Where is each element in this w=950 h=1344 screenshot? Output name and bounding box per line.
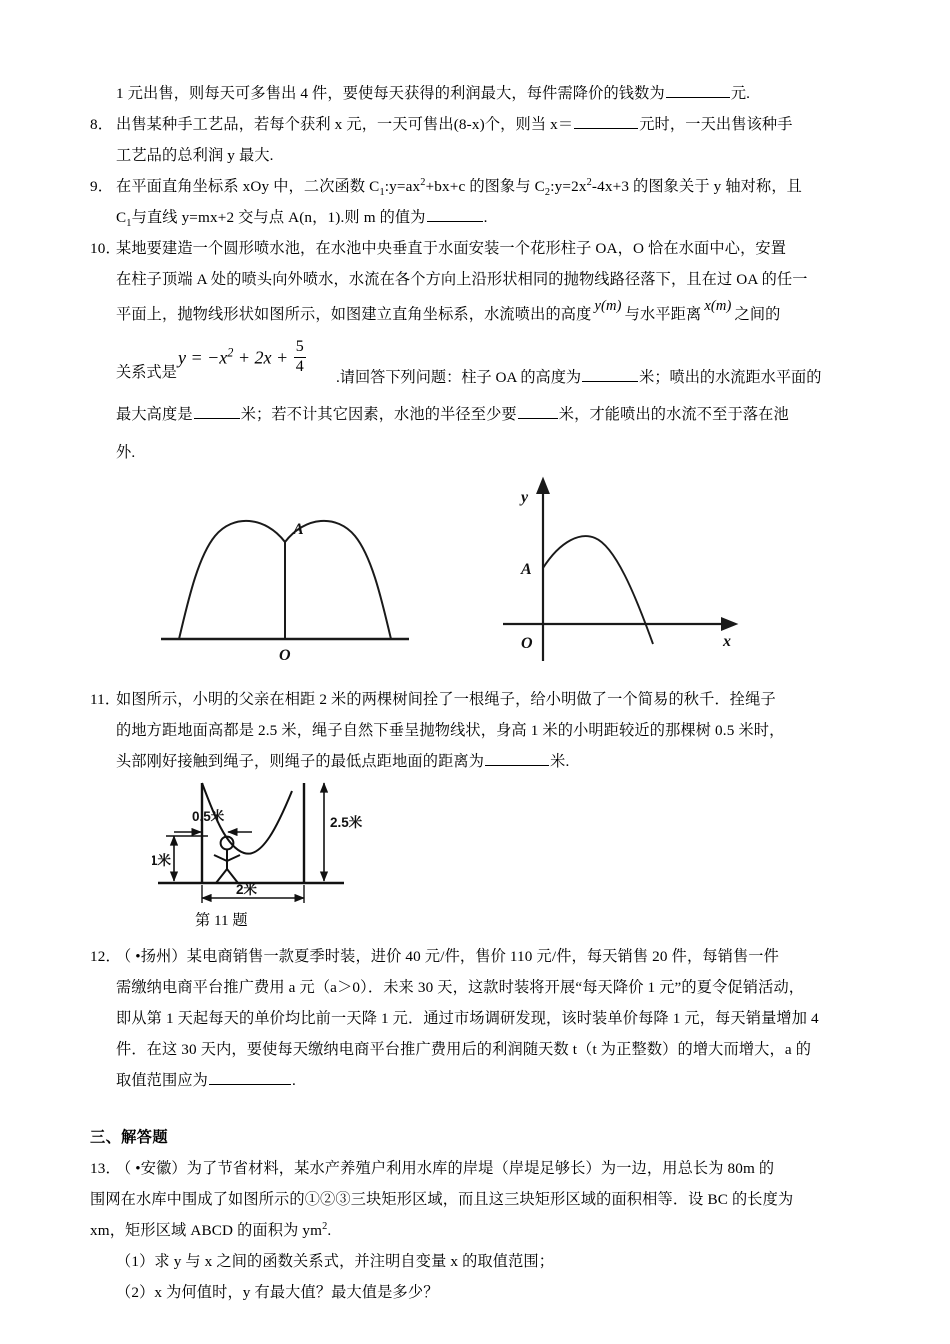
question-10-line-2 xyxy=(90,264,852,295)
q9-sup-1: 2 xyxy=(420,176,426,188)
question-10-number: 10． xyxy=(90,240,121,257)
q9-text-mid3: :y=2x xyxy=(550,178,587,195)
axes-svg xyxy=(495,476,745,676)
axes-figure xyxy=(495,476,745,681)
question-12-number: 12． xyxy=(90,948,121,965)
question-9-line-2 xyxy=(90,202,852,233)
question-13-number: 13． xyxy=(90,1160,121,1177)
question-8-number: 8． xyxy=(90,116,114,133)
answer-blank[interactable] xyxy=(194,404,240,419)
q10-line3-c: 之间的 xyxy=(734,306,781,323)
question-7-tail xyxy=(90,78,852,109)
swing-label-offset: 0.5米 xyxy=(192,809,225,824)
answer-blank[interactable] xyxy=(485,751,549,766)
question-11-number: 11． xyxy=(90,691,121,708)
q9-text-mid: :y=ax xyxy=(384,178,421,195)
child-arm-right xyxy=(227,855,240,861)
answer-blank[interactable] xyxy=(582,367,638,382)
q13-sub1-text: （1）求 y 与 x 之间的函数关系式，并注明自变量 x 的取值范围； xyxy=(116,1253,555,1270)
question-12-line-4 xyxy=(90,1034,852,1065)
question-11-line-1 xyxy=(90,684,852,715)
swing-figure xyxy=(152,781,382,916)
q13-line3-b: . xyxy=(327,1222,332,1239)
q12-line5-b: . xyxy=(292,1072,296,1089)
fraction-denominator: 4 xyxy=(295,357,304,375)
answer-blank[interactable] xyxy=(574,114,638,129)
q9-sup-2: 2 xyxy=(586,176,592,188)
fountain-figure xyxy=(155,494,415,669)
answer-blank[interactable] xyxy=(427,207,483,222)
q11-line3-a: 头部刚好接触到绳子，则绳子的最低点距地面的距离为 xyxy=(116,753,485,770)
question-13-line-2 xyxy=(90,1184,852,1215)
q13-line3-a: xm，矩形区域 ABCD 的面积为 ym xyxy=(90,1222,323,1239)
q10-line5-b: 米；若不计其它因素，水池的半径至少要 xyxy=(240,406,517,423)
q10-line5-c: 米，才能喷出的水流不至于落在池 xyxy=(558,406,789,423)
question-12-line-2 xyxy=(90,972,852,1003)
swing-label-right-height: 2.5米 xyxy=(330,815,363,830)
question-10-line-1 xyxy=(90,233,852,264)
q8-text-b: 元时，一天出售该种手 xyxy=(639,116,793,133)
question-8-line-2 xyxy=(90,140,852,171)
left-jet-parabola xyxy=(179,521,285,639)
question-9-line-1 xyxy=(90,171,852,202)
quadratic-formula xyxy=(178,339,307,376)
q13-line1-text: （ •安徽）为了节省材料，某水产养殖户利用水库的岸堤（岸堤足够长）为一边，用总长为 80m 的 xyxy=(116,1160,775,1177)
question-12-line-3 xyxy=(90,1003,852,1034)
q9-line2-pre: C xyxy=(116,209,127,226)
question-10-figures xyxy=(90,476,852,684)
q11-line3-b: 米. xyxy=(550,753,570,770)
q9-text-pre: 在平面直角坐标系 xOy 中，二次函数 C xyxy=(116,178,380,195)
question-10-line-3 xyxy=(90,295,852,335)
q9-sub-1: 1 xyxy=(379,187,385,199)
swing-label-left-height: 1米 xyxy=(152,853,172,868)
question-12-line-5 xyxy=(90,1065,852,1096)
answer-blank[interactable] xyxy=(209,1070,291,1085)
parabola-curve xyxy=(543,536,653,644)
child-arm-left xyxy=(214,855,227,861)
question-13-line-3 xyxy=(90,1215,852,1246)
q12-line5-a: 取值范围应为 xyxy=(116,1072,209,1089)
question-10-line-6 xyxy=(90,437,852,468)
answer-blank[interactable] xyxy=(666,83,730,98)
page-content xyxy=(90,78,852,1308)
question-10-line-5 xyxy=(90,393,852,437)
fountain-label-a: A xyxy=(293,521,304,538)
formula-tail-b: 米；喷出的水流距水平面的 xyxy=(639,369,822,386)
formula-label: 关系式是 xyxy=(116,364,177,381)
formula-exponent: 2 xyxy=(227,345,234,360)
formula-mid: + 2x + xyxy=(233,347,293,368)
axes-label-y: y xyxy=(521,489,529,506)
child-leg-left xyxy=(216,869,227,883)
q8-line2-text: 工艺品的总利润 y 最大. xyxy=(116,147,274,164)
question-11-figure-wrap xyxy=(90,781,852,941)
question-11-line-3 xyxy=(90,746,852,777)
formula-lhs: y = −x xyxy=(178,347,228,368)
y-unit-annotation: y(m) xyxy=(594,298,622,314)
q10-line3-b: 与水平距离 xyxy=(624,306,702,323)
section-heading: 三、解答题 xyxy=(90,1129,168,1146)
swing-svg xyxy=(152,781,382,911)
fraction-numerator: 5 xyxy=(295,338,304,355)
right-jet-parabola xyxy=(285,521,391,639)
q9-line2-end: . xyxy=(483,209,488,226)
fountain-label-o: O xyxy=(279,647,291,664)
q9-line2-sub: 1 xyxy=(126,218,132,230)
q7-tail-unit: 元. xyxy=(730,85,751,102)
q9-text-end: -4x+3 的图象关于 y 轴对称，且 xyxy=(591,178,803,195)
question-12-line-1 xyxy=(90,941,852,972)
q13-sub2-text: （2）x 为何值时，y 有最大值？最大值是多少？ xyxy=(116,1284,439,1301)
question-13-line-1 xyxy=(90,1153,852,1184)
q11-line2-text: 的地方距地面高都是 2.5 米，绳子自然下垂呈抛物线状，身高 1 米的小明距较近的那棵树 0.5 米时， xyxy=(116,722,785,739)
q12-line2-text: 需缴纳电商平台推广费用 a 元（a＞0）．未来 30 天，这款时装将开展“每天降价 1 元”的夏令促销活动， xyxy=(116,979,805,996)
axes-label-a: A xyxy=(521,561,532,578)
question-9-number: 9． xyxy=(90,178,114,195)
q10-line1-text: 某地要建造一个圆形喷水池，在水池中央垂直于水面安装一个花形柱子 OA，O 恰在水面中心，安置 xyxy=(116,240,787,257)
formula-tail xyxy=(336,362,821,393)
question-13-sub-1 xyxy=(90,1246,852,1277)
q12-line4-text: 件．在这 30 天内，要使每天缴纳电商平台推广费用后的利润随天数 t（t 为正整数）的增大而增大，a 的 xyxy=(116,1041,812,1058)
x-unit-annotation: x(m) xyxy=(704,298,732,314)
q10-line6-text: 外. xyxy=(116,444,136,461)
q9-sub-2: 2 xyxy=(544,187,551,199)
axes-label-x: x xyxy=(723,633,731,650)
swing-label-span: 2米 xyxy=(236,882,258,897)
question-13-sub-2 xyxy=(90,1277,852,1308)
q12-line3-text: 即从第 1 天起每天的单价均比前一天降 1 元．通过市场调研发现，该时装单价每降 1 元，每天销量增加 4 xyxy=(116,1010,819,1027)
q12-line1-text: （ •扬州）某电商销售一款夏季时装，进价 40 元/件，售价 110 元/件，每天销售 20 件，每销售一件 xyxy=(116,948,779,965)
formula-tail-a: .请回答下列问题：柱子 OA 的高度为 xyxy=(336,369,582,386)
q10-line5-a: 最大高度是 xyxy=(116,406,193,423)
q7-tail-text: 1 元出售，则每天可多售出 4 件，要使每天获得的利润最大，每件需降价的钱数为 xyxy=(116,85,665,102)
q8-text-a: 出售某种手工艺品，若每个获利 x 元，一天可售出(8-x)个，则当 x＝ xyxy=(116,116,574,133)
q13-line2-text: 围网在水库中围成了如图所示的①②③三块矩形区域，而且这三块矩形区域的面积相等．设 BC 的长度为 xyxy=(90,1191,794,1208)
fraction-five-fourths xyxy=(294,339,306,376)
question-8-line-1 xyxy=(90,109,852,140)
axes-label-o: O xyxy=(521,635,533,652)
answer-blank[interactable] xyxy=(518,404,558,419)
fountain-svg xyxy=(155,494,415,664)
q10-line2-text: 在柱子顶端 A 处的喷头向外喷水，水流在各个方向上沿形状相同的抛物线路径落下，且在过 OA 的任一 xyxy=(116,271,808,288)
q13-sup: 2 xyxy=(322,1220,328,1232)
q11-line1-text: 如图所示，小明的父亲在相距 2 米的两棵树间拴了一根绳子，给小明做了一个简易的秋千．拴绳子 xyxy=(116,691,776,708)
child-leg-right xyxy=(227,869,238,883)
question-11-line-2 xyxy=(90,715,852,746)
q9-text-mid2: +bx+c 的图象与 C xyxy=(425,178,545,195)
q9-line2-mid: 与直线 y=mx+2 交与点 A(n，1).则 m 的值为 xyxy=(131,209,426,226)
question-10-formula-row xyxy=(90,335,852,393)
question-11-caption: 第 11 题 xyxy=(195,912,248,929)
q10-line3-a: 平面上，抛物线形状如图所示，如图建立直角坐标系，水流喷出的高度 xyxy=(116,306,592,323)
